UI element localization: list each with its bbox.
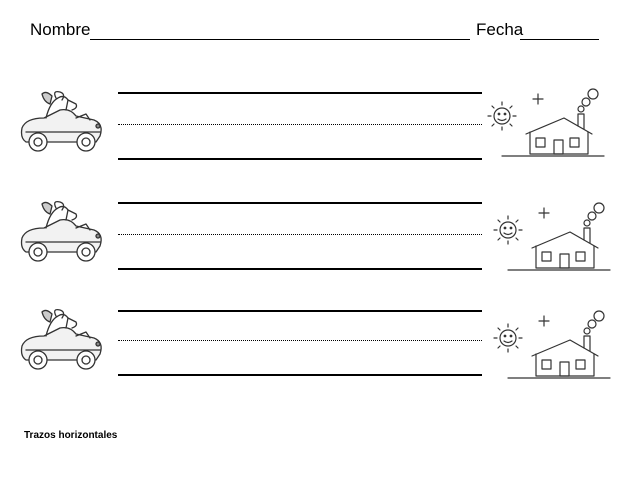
trace-line-bottom (118, 268, 482, 270)
house-with-sun-icon (488, 202, 616, 280)
trace-line-bottom (118, 158, 482, 160)
trace-line-top (118, 310, 482, 312)
tracing-row (0, 88, 640, 168)
tracing-row (0, 198, 640, 278)
trace-line-top (118, 202, 482, 204)
car-with-dog-driver-icon (16, 88, 108, 160)
date-blank (520, 39, 599, 40)
trace-line-dotted (118, 340, 482, 341)
trace-line-dotted (118, 234, 482, 235)
car-with-dog-driver-icon (16, 306, 108, 378)
name-label: Nombre (30, 20, 91, 39)
trace-line-dotted (118, 124, 482, 125)
tracing-row (0, 306, 640, 386)
trace-line-bottom (118, 374, 482, 376)
trace-line-top (118, 92, 482, 94)
name-blank (90, 39, 470, 40)
date-label: Fecha (476, 20, 524, 39)
worksheet-caption: Trazos horizontales (24, 430, 118, 441)
house-with-sun-icon (488, 310, 616, 388)
car-with-dog-driver-icon (16, 198, 108, 270)
house-with-sun-icon (482, 88, 610, 166)
worksheet-header (0, 20, 640, 44)
